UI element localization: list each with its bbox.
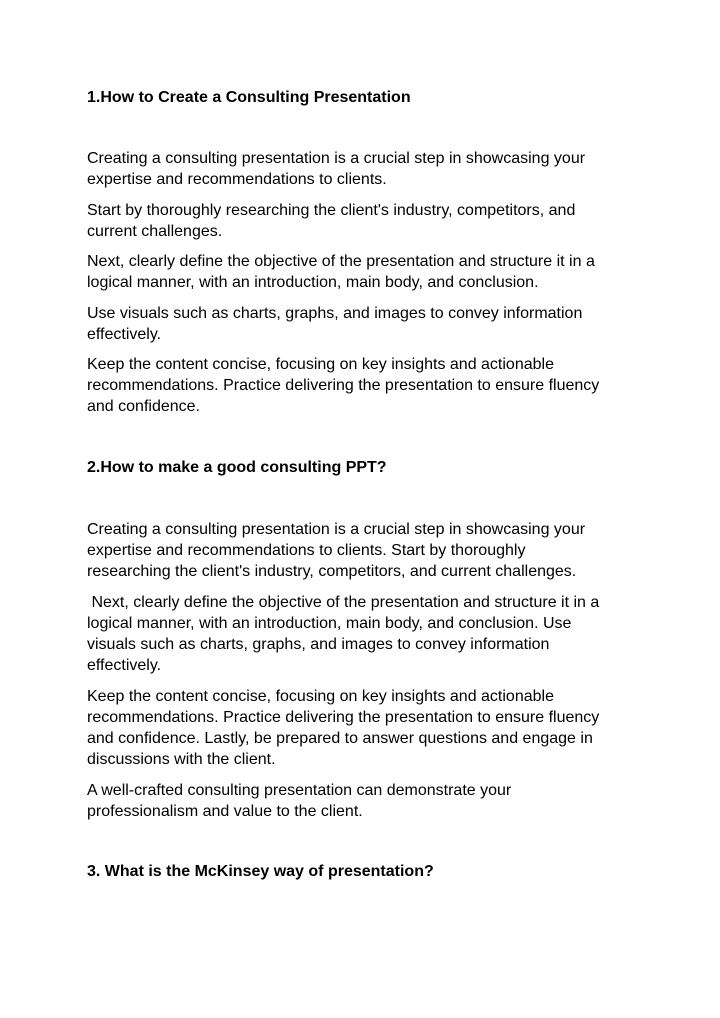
paragraph: Keep the content concise, focusing on key insights and actionable recommendations. Practice delivering the presentation to ensure fluency and confidence. <box>87 356 600 415</box>
section-heading: 3. What is the McKinsey way of presentation? <box>87 863 434 880</box>
paragraph: Start by thoroughly researching the client's industry, competitors, and current challenges. <box>87 202 576 240</box>
section-heading: 1.How to Create a Consulting Presentation <box>87 89 411 106</box>
paragraph: Creating a consulting presentation is a crucial step in showcasing your expertise and recommendations to clients. Start by thoroughly researching the client's industry, competitors, and current challenges. <box>87 521 586 580</box>
paragraph: Next, clearly define the objective of the presentation and structure it in a logical manner, with an introduction, main body, and conclusion. <box>87 253 595 291</box>
paragraph: Next, clearly define the objective of the presentation and structure it in a logical manner, with an introduction, main body, and conclusion. Use visuals such as charts, graphs, and images to convey information effectively. <box>87 594 600 674</box>
paragraph: Keep the content concise, focusing on key insights and actionable recommendations. Practice delivering the presentation to ensure fluency and confidence. Lastly, be prepared to answer questions and engage in discussions with the client. <box>87 688 600 768</box>
paragraph: Creating a consulting presentation is a crucial step in showcasing your expertise and recommendations to clients. <box>87 150 586 188</box>
section-heading: 2.How to make a good consulting PPT? <box>87 459 387 476</box>
paragraph: A well-crafted consulting presentation can demonstrate your professionalism and value to the client. <box>87 782 512 820</box>
paragraph: Use visuals such as charts, graphs, and images to convey information effectively. <box>87 305 583 343</box>
